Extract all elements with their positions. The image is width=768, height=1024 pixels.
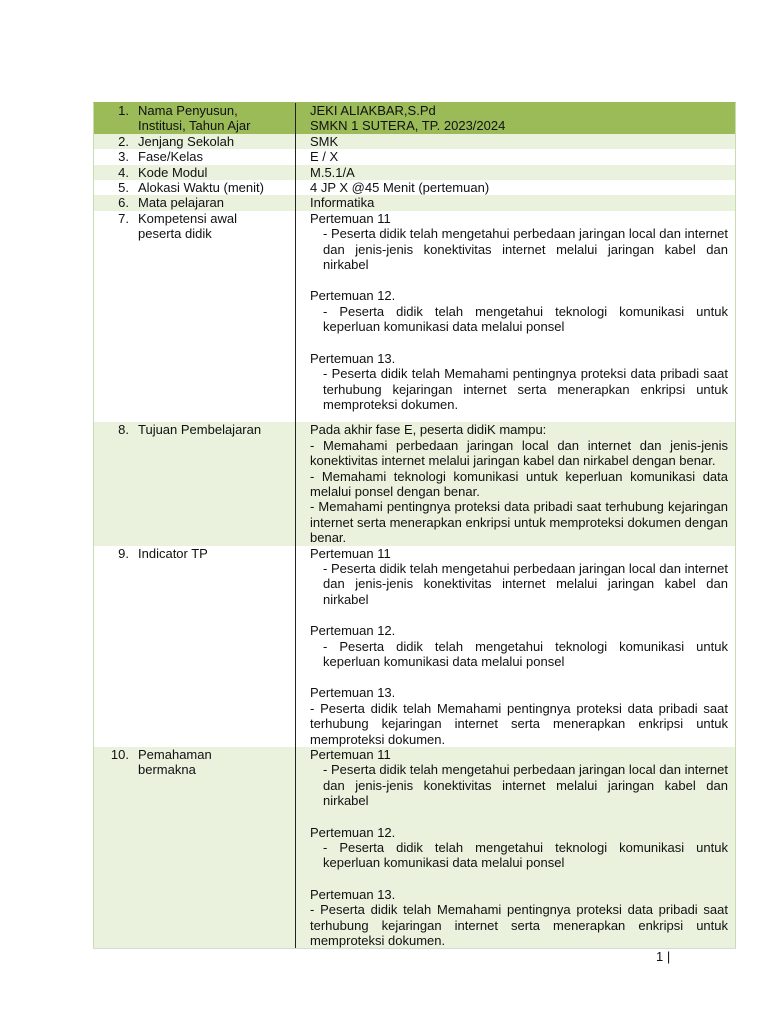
meeting-text: - Peserta didik telah mengetahui perbedaan jaringan local dan internet dan jenis-jenis konektivitas internet melalui jaringan kabel dan nirkabel	[323, 762, 728, 809]
row-label: Mata pelajaran	[138, 195, 224, 211]
row-number: 5.	[118, 180, 129, 196]
row-value: SMK	[310, 133, 339, 149]
table-row	[94, 211, 735, 422]
meeting-heading: Pertemuan 11	[310, 747, 391, 763]
meeting-heading: Pertemuan 12.	[310, 623, 396, 639]
row-number: 3.	[118, 149, 129, 165]
row-label: Kode Modul	[138, 164, 208, 180]
meeting-text: - Peserta didik telah mengetahui teknologi komunikasi untuk keperluan komunikasi data melalui ponsel	[323, 638, 728, 669]
row-number: 10.	[110, 747, 129, 763]
meeting-heading: Pertemuan 12.	[310, 824, 396, 840]
objective-item: - Memahami perbedaan jaringan local dan internet dan jenis-jenis konektivitas internet melalui jaringan kabel dan nirkabel dengan benar.	[310, 437, 728, 469]
meeting-heading: Pertemuan 11	[310, 210, 391, 226]
row-value: M.5.1/A	[310, 164, 355, 180]
objective-item: - Memahami pentingnya proteksi data pribadi saat terhubung kejaringan internet serta menerapkan enkripsi untuk memproteksi dokumen dengan benar.	[310, 499, 728, 546]
meeting-text: - Peserta didik telah Memahami pentingnya proteksi data pribadi saat terhubung kejaringan internet serta menerapkan enkripsi untuk memproteksi dokumen.	[310, 700, 728, 747]
page-number: 1 |	[656, 949, 671, 964]
row-label: bermakna	[138, 762, 196, 778]
row-label: Fase/Kelas	[138, 149, 204, 165]
meeting-text: - Peserta didik telah mengetahui teknologi komunikasi untuk keperluan komunikasi data melalui ponsel	[323, 303, 728, 335]
row-label: Kompetensi awal	[138, 210, 237, 226]
meeting-heading: Pertemuan 11	[310, 545, 391, 561]
row-number: 9.	[118, 545, 129, 561]
row-label: Nama Penyusun,	[138, 103, 238, 118]
row-value: 4 JP X @45 Menit (pertemuan)	[310, 180, 490, 196]
table-row	[94, 747, 735, 948]
row-label: Tujuan Pembelajaran	[138, 422, 262, 438]
table-row	[94, 195, 735, 210]
row-value: E / X	[310, 149, 339, 165]
table-row	[94, 149, 735, 164]
row-label: Jenjang Sekolah	[138, 133, 235, 149]
meeting-text: - Peserta didik telah mengetahui perbedaan jaringan local dan internet dan jenis-jenis konektivitas internet melalui jaringan kabel dan nirkabel	[323, 226, 728, 273]
table-row	[94, 546, 735, 747]
meeting-text: - Peserta didik telah Memahami pentingnya proteksi data pribadi saat terhubung kejaringan internet serta menerapkan enkripsi untuk memproteksi dokumen.	[310, 902, 728, 949]
row-label: peserta didik	[138, 226, 212, 242]
meeting-heading: Pertemuan 13.	[310, 886, 396, 902]
footer-divider	[93, 948, 734, 949]
row-number: 7.	[118, 210, 129, 226]
row-value: JEKI ALIAKBAR,S.Pd	[310, 103, 436, 118]
table-row	[94, 165, 735, 180]
table-row	[94, 422, 735, 545]
table-row	[94, 134, 735, 149]
row-number: 4.	[118, 164, 129, 180]
meeting-text: - Peserta didik telah Memahami pentingnya proteksi data pribadi saat terhubung kejaringan internet serta menerapkan enkripsi untuk memproteksi dokumen.	[323, 366, 728, 412]
meeting-text: - Peserta didik telah mengetahui teknologi komunikasi untuk keperluan komunikasi data melalui ponsel	[323, 840, 728, 871]
table-row	[94, 180, 735, 195]
table-row	[94, 103, 735, 134]
row-number: 6.	[118, 195, 129, 211]
row-number: 8.	[118, 422, 129, 438]
objective-intro: Pada akhir fase E, peserta didiK mampu:	[310, 422, 547, 438]
objective-item: - Memahami teknologi komunikasi untuk keperluan komunikasi data melalui ponsel dengan benar.	[310, 468, 728, 499]
row-label: Institusi, Tahun Ajar	[138, 118, 251, 134]
row-label: Alokasi Waktu (menit)	[138, 180, 264, 196]
meeting-heading: Pertemuan 13.	[310, 685, 396, 701]
row-value: Informatika	[310, 195, 375, 211]
row-number: 2.	[118, 133, 129, 149]
meeting-text: - Peserta didik telah mengetahui perbedaan jaringan local dan internet dan jenis-jenis konektivitas internet melalui jaringan kabel dan nirkabel	[323, 560, 728, 607]
row-number: 1.	[118, 103, 129, 118]
row-value: SMKN 1 SUTERA, TP. 2023/2024	[310, 118, 506, 134]
module-info-table	[93, 102, 736, 949]
row-label: Pemahaman	[138, 747, 212, 763]
meeting-heading: Pertemuan 12.	[310, 288, 396, 304]
meeting-heading: Pertemuan 13.	[310, 350, 396, 366]
row-label: Indicator TP	[138, 545, 208, 561]
